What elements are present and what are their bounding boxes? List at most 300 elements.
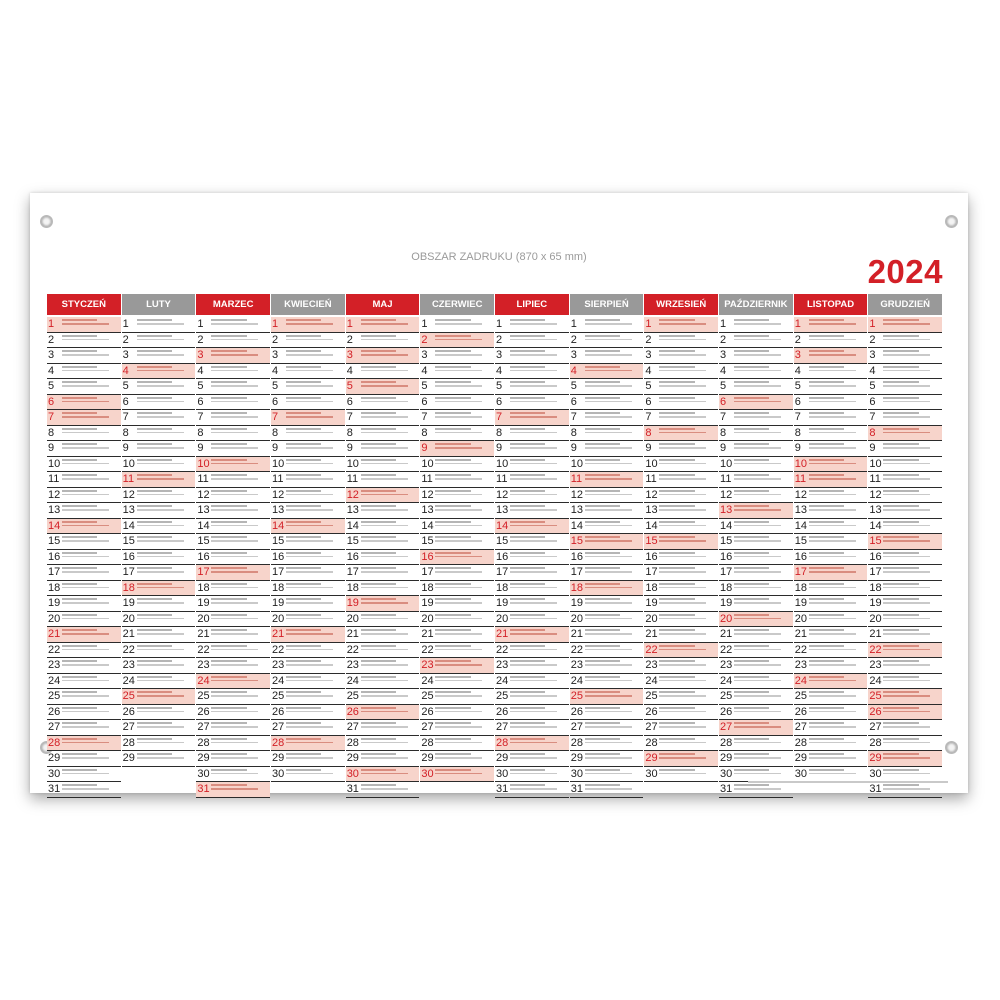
day-number: 29 <box>645 752 658 764</box>
day-name-text <box>361 333 420 343</box>
day-number: 2 <box>197 333 204 346</box>
day-name-text <box>659 720 718 730</box>
day-cell <box>196 782 270 798</box>
day-cell <box>570 612 644 628</box>
day-name-text <box>62 720 121 730</box>
day-number: 15 <box>645 535 658 547</box>
day-number: 2 <box>272 333 279 346</box>
day-number: 4 <box>421 364 428 377</box>
day-number: 20 <box>794 612 807 625</box>
day-cell <box>794 627 868 643</box>
day-number: 12 <box>496 488 509 501</box>
day-name-text <box>361 426 420 436</box>
day-name-text <box>585 519 644 529</box>
day-number: 23 <box>570 659 583 671</box>
day-number: 1 <box>122 318 129 330</box>
day-name-text <box>585 379 644 389</box>
day-name-text <box>510 596 569 606</box>
publisher-note <box>748 781 948 783</box>
day-number: 20 <box>496 612 509 625</box>
day-number: 17 <box>421 566 434 578</box>
day-cell <box>271 550 345 566</box>
day-cell <box>420 348 494 364</box>
day-cell <box>868 550 942 566</box>
day-number: 15 <box>122 535 135 547</box>
day-name-text <box>809 565 868 575</box>
day-name-text <box>883 612 942 622</box>
day-number: 28 <box>48 736 61 749</box>
day-cell <box>868 488 942 504</box>
day-name-text <box>510 705 569 715</box>
day-cell <box>47 472 121 488</box>
day-name-text <box>510 519 569 529</box>
day-name-text <box>435 581 494 591</box>
day-number: 19 <box>122 597 135 609</box>
day-number: 8 <box>869 426 876 439</box>
day-name-text <box>883 767 942 777</box>
day-number: 8 <box>570 426 577 439</box>
day-name-text <box>211 503 270 513</box>
day-cell <box>868 612 942 628</box>
day-number: 21 <box>346 628 359 640</box>
day-cell <box>346 317 420 333</box>
month-column <box>719 317 793 798</box>
day-cell <box>719 736 793 752</box>
day-cell <box>47 379 121 395</box>
day-cell <box>346 379 420 395</box>
day-number: 26 <box>346 705 359 718</box>
day-name-text <box>286 534 345 544</box>
day-cell <box>644 643 718 659</box>
day-cell <box>122 550 196 566</box>
day-cell <box>794 317 868 333</box>
day-cell <box>570 674 644 690</box>
day-cell <box>495 534 569 550</box>
day-number: 11 <box>197 473 209 485</box>
day-number: 25 <box>869 690 882 702</box>
day-cell <box>868 627 942 643</box>
day-cell <box>346 658 420 674</box>
day-cell <box>719 705 793 721</box>
day-name-text <box>659 612 718 622</box>
day-number: 26 <box>645 705 658 718</box>
day-cell <box>122 596 196 612</box>
day-number: 10 <box>794 457 807 470</box>
day-cell <box>794 348 868 364</box>
day-number: 7 <box>346 411 353 423</box>
day-name-text <box>62 379 121 389</box>
day-number: 4 <box>496 364 503 377</box>
day-number: 1 <box>197 318 204 330</box>
day-cell <box>794 596 868 612</box>
day-number: 16 <box>122 550 135 563</box>
day-name-text <box>883 364 942 374</box>
day-number: 9 <box>421 442 428 454</box>
day-name-text <box>659 472 718 482</box>
day-name-text <box>734 503 793 513</box>
day-cell <box>271 441 345 457</box>
day-name-text <box>883 426 942 436</box>
day-number: 30 <box>272 767 285 780</box>
day-number: 11 <box>496 473 508 485</box>
day-cell <box>196 736 270 752</box>
day-cell <box>644 410 718 426</box>
day-cell <box>495 627 569 643</box>
day-cell <box>346 348 420 364</box>
day-cell <box>346 395 420 411</box>
day-name-text <box>435 519 494 529</box>
day-cell <box>420 333 494 349</box>
day-number: 19 <box>346 597 359 609</box>
day-number: 5 <box>869 380 876 392</box>
day-cell <box>47 565 121 581</box>
day-cell <box>47 674 121 690</box>
day-name-text <box>510 457 569 467</box>
day-cell <box>495 782 569 798</box>
day-name-text <box>361 612 420 622</box>
day-name-text <box>734 565 793 575</box>
day-name-text <box>510 720 569 730</box>
month-header: CZERWIEC <box>420 294 494 315</box>
day-cell <box>420 658 494 674</box>
day-number: 11 <box>869 473 881 485</box>
day-name-text <box>62 457 121 467</box>
day-name-text <box>361 410 420 420</box>
day-cell <box>644 736 718 752</box>
day-cell <box>122 674 196 690</box>
month-header: PAŹDZIERNIK <box>719 294 793 315</box>
day-cell <box>420 581 494 597</box>
day-number: 9 <box>48 442 55 454</box>
day-number: 28 <box>869 736 882 749</box>
day-number: 24 <box>794 674 807 687</box>
day-number: 22 <box>122 643 135 656</box>
day-cell <box>495 658 569 674</box>
day-name-text <box>286 612 345 622</box>
day-cell <box>644 705 718 721</box>
day-number: 8 <box>645 426 652 439</box>
day-name-text <box>510 488 569 498</box>
day-number: 29 <box>496 752 509 764</box>
day-cell <box>719 627 793 643</box>
day-number: 16 <box>48 550 61 563</box>
day-name-text <box>62 348 121 358</box>
day-name-text <box>137 736 196 746</box>
day-number: 6 <box>346 395 353 408</box>
day-number: 10 <box>48 457 61 470</box>
day-number: 13 <box>496 504 509 516</box>
day-name-text <box>137 674 196 684</box>
day-name-text <box>809 488 868 498</box>
day-cell <box>644 426 718 442</box>
day-number: 8 <box>346 426 353 439</box>
day-number: 2 <box>421 333 428 346</box>
day-cell <box>420 519 494 535</box>
day-name-text <box>883 658 942 668</box>
day-number: 26 <box>869 705 882 718</box>
day-number: 19 <box>645 597 658 609</box>
day-cell <box>570 317 644 333</box>
day-number: 27 <box>48 721 61 733</box>
day-name-text <box>585 534 644 544</box>
day-name-text <box>510 627 569 637</box>
day-name-text <box>659 503 718 513</box>
day-cell <box>719 782 793 798</box>
day-cell <box>495 410 569 426</box>
day-name-text <box>809 410 868 420</box>
day-number: 13 <box>122 504 135 516</box>
day-name-text <box>734 519 793 529</box>
day-cell <box>644 689 718 705</box>
day-number: 19 <box>421 597 434 609</box>
day-name-text <box>435 364 494 374</box>
day-cell <box>47 658 121 674</box>
day-cell <box>644 379 718 395</box>
day-number: 25 <box>48 690 61 702</box>
day-number: 1 <box>794 318 801 330</box>
day-number: 25 <box>346 690 359 702</box>
day-name-text <box>361 379 420 389</box>
month-header: MAJ <box>346 294 420 315</box>
day-name-text <box>659 410 718 420</box>
month-header: MARZEC <box>196 294 270 315</box>
day-number: 25 <box>421 690 434 702</box>
day-name-text <box>435 441 494 451</box>
day-cell <box>122 720 196 736</box>
day-name-text <box>137 720 196 730</box>
day-number: 2 <box>122 333 129 346</box>
day-number: 24 <box>496 674 509 687</box>
day-name-text <box>435 550 494 560</box>
day-name-text <box>286 457 345 467</box>
day-cell <box>271 674 345 690</box>
day-name-text <box>435 317 494 327</box>
day-cell <box>570 457 644 473</box>
day-name-text <box>883 550 942 560</box>
day-number: 19 <box>720 597 733 609</box>
day-cell <box>122 503 196 519</box>
day-number: 3 <box>272 349 279 361</box>
day-name-text <box>361 395 420 405</box>
day-name-text <box>286 736 345 746</box>
day-cell <box>868 410 942 426</box>
day-number: 21 <box>421 628 434 640</box>
day-number: 16 <box>645 550 658 563</box>
day-name-text <box>62 689 121 699</box>
day-cell <box>122 643 196 659</box>
day-number: 1 <box>346 318 353 330</box>
day-cell <box>420 550 494 566</box>
day-name-text <box>883 736 942 746</box>
day-number: 10 <box>421 457 434 470</box>
day-name-text <box>659 658 718 668</box>
day-number: 5 <box>496 380 503 392</box>
day-name-text <box>435 379 494 389</box>
day-number: 14 <box>197 519 210 532</box>
month-column <box>196 317 270 798</box>
day-name-text <box>361 348 420 358</box>
day-cell <box>644 503 718 519</box>
day-name-text <box>211 410 270 420</box>
day-cell <box>868 643 942 659</box>
day-cell <box>47 364 121 380</box>
day-name-text <box>883 565 942 575</box>
day-cell <box>420 488 494 504</box>
day-name-text <box>659 705 718 715</box>
day-number: 31 <box>346 783 359 795</box>
day-cell <box>122 379 196 395</box>
day-cell <box>644 488 718 504</box>
day-cell <box>196 720 270 736</box>
day-name-text <box>809 379 868 389</box>
day-name-text <box>211 643 270 653</box>
day-cell <box>570 472 644 488</box>
day-name-text <box>883 519 942 529</box>
day-number: 12 <box>645 488 658 501</box>
day-number: 27 <box>794 721 807 733</box>
day-number: 19 <box>794 597 807 609</box>
day-cell <box>122 395 196 411</box>
day-name-text <box>809 736 868 746</box>
day-name-text <box>361 457 420 467</box>
day-name-text <box>435 472 494 482</box>
day-cell <box>868 767 942 783</box>
day-cell <box>420 534 494 550</box>
day-name-text <box>585 627 644 637</box>
day-name-text <box>734 612 793 622</box>
day-name-text <box>137 643 196 653</box>
day-cell <box>47 410 121 426</box>
day-cell <box>420 643 494 659</box>
day-number: 22 <box>197 643 210 656</box>
day-cell <box>868 736 942 752</box>
day-cell <box>719 658 793 674</box>
day-name-text <box>137 333 196 343</box>
day-cell <box>271 658 345 674</box>
day-cell <box>719 426 793 442</box>
day-cell <box>420 689 494 705</box>
day-number: 14 <box>421 519 434 532</box>
day-cell <box>346 581 420 597</box>
day-cell <box>196 612 270 628</box>
day-name-text <box>286 643 345 653</box>
day-number: 13 <box>346 504 359 516</box>
day-number: 15 <box>197 535 210 547</box>
day-cell <box>644 519 718 535</box>
day-cell <box>868 348 942 364</box>
day-cell <box>346 488 420 504</box>
day-cell <box>196 596 270 612</box>
day-cell <box>719 488 793 504</box>
day-number: 28 <box>346 736 359 749</box>
day-cell <box>47 317 121 333</box>
day-number: 30 <box>421 767 434 780</box>
day-number: 1 <box>496 318 503 330</box>
day-cell <box>47 441 121 457</box>
day-cell <box>346 736 420 752</box>
day-cell <box>794 519 868 535</box>
day-name-text <box>883 379 942 389</box>
day-name-text <box>435 348 494 358</box>
day-cell <box>570 333 644 349</box>
day-cell <box>570 426 644 442</box>
day-cell <box>495 565 569 581</box>
day-cell <box>719 348 793 364</box>
day-number: 17 <box>869 566 882 578</box>
day-cell <box>420 457 494 473</box>
day-name-text <box>435 410 494 420</box>
day-name-text <box>510 689 569 699</box>
day-cell <box>570 379 644 395</box>
day-number: 26 <box>720 705 733 718</box>
day-cell <box>495 736 569 752</box>
day-cell <box>794 643 868 659</box>
day-number: 27 <box>645 721 658 733</box>
day-cell <box>196 395 270 411</box>
day-number: 13 <box>794 504 807 516</box>
day-cell <box>271 395 345 411</box>
day-cell <box>719 643 793 659</box>
day-number: 29 <box>48 752 61 764</box>
day-name-text <box>510 317 569 327</box>
day-cell <box>122 565 196 581</box>
day-cell <box>346 689 420 705</box>
day-number: 25 <box>272 690 285 702</box>
empty-day-cell <box>420 782 494 798</box>
empty-day-cell <box>644 782 718 798</box>
day-number: 21 <box>496 628 509 640</box>
day-name-text <box>62 364 121 374</box>
day-name-text <box>510 441 569 451</box>
day-cell <box>196 627 270 643</box>
day-number: 23 <box>122 659 135 671</box>
empty-day-cell <box>794 782 868 798</box>
day-number: 6 <box>122 395 129 408</box>
day-number: 24 <box>720 674 733 687</box>
day-name-text <box>137 395 196 405</box>
day-name-text <box>659 379 718 389</box>
day-cell <box>644 720 718 736</box>
day-cell <box>196 565 270 581</box>
day-name-text <box>734 643 793 653</box>
day-name-text <box>883 751 942 761</box>
day-number: 8 <box>48 426 55 439</box>
day-name-text <box>585 643 644 653</box>
day-cell <box>122 534 196 550</box>
day-cell <box>47 348 121 364</box>
day-cell <box>719 503 793 519</box>
day-cell <box>868 705 942 721</box>
day-number: 28 <box>197 736 210 749</box>
day-name-text <box>585 689 644 699</box>
day-number: 5 <box>272 380 279 392</box>
day-cell <box>644 348 718 364</box>
day-number: 30 <box>496 767 509 780</box>
day-number: 30 <box>197 767 210 780</box>
day-name-text <box>286 395 345 405</box>
day-number: 31 <box>570 783 583 795</box>
day-name-text <box>211 333 270 343</box>
day-number: 13 <box>272 504 285 516</box>
day-number: 11 <box>794 473 807 485</box>
day-number: 12 <box>346 488 359 501</box>
day-name-text <box>286 581 345 591</box>
day-name-text <box>585 472 644 482</box>
day-name-text <box>211 472 270 482</box>
day-cell <box>420 705 494 721</box>
day-cell <box>122 426 196 442</box>
day-number: 8 <box>496 426 503 439</box>
